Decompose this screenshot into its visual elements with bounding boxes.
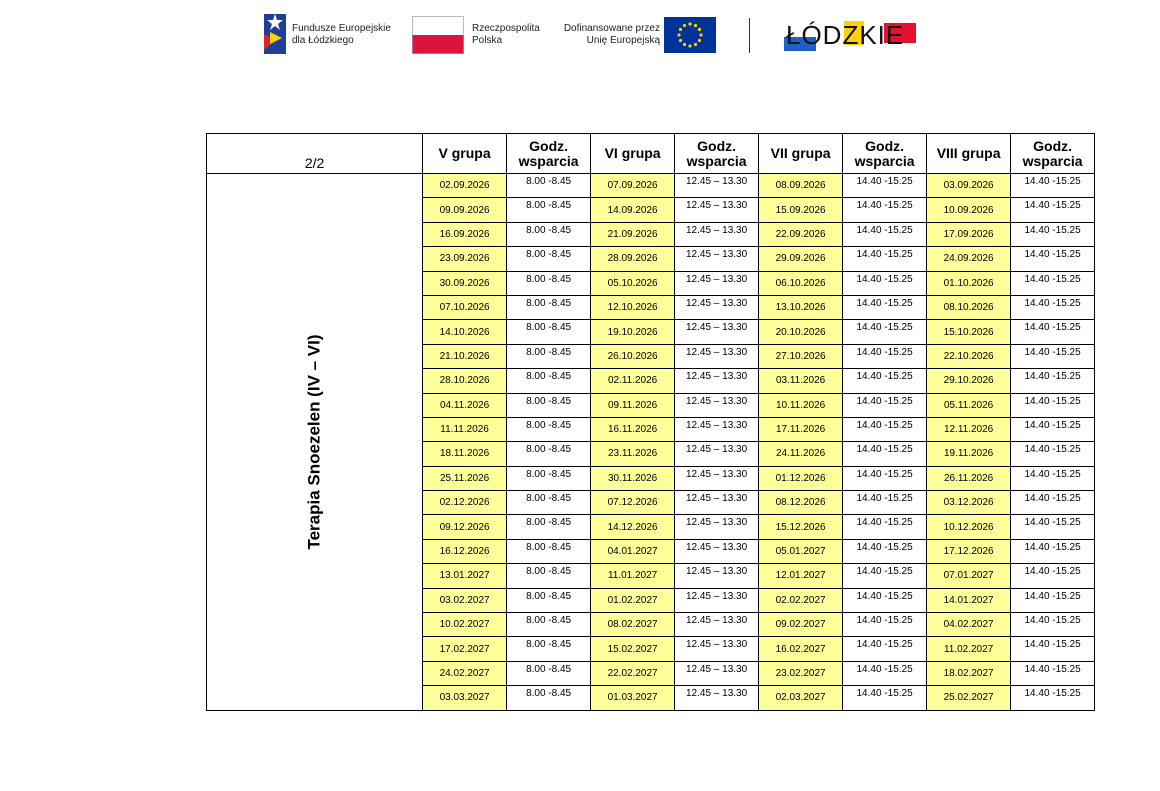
pl-flag-icon xyxy=(412,16,464,54)
therapy-label: Terapia Snoezelen (IV – VI) xyxy=(304,334,324,550)
hours-cell: 14.40 -15.25 xyxy=(843,686,927,710)
date-cell: 26.11.2026 xyxy=(927,466,1011,490)
header-logos xyxy=(262,10,922,60)
hours-cell: 14.40 -15.25 xyxy=(1011,491,1095,515)
lodzkie-logo-text: ŁÓDZKIE xyxy=(786,20,905,50)
hours-cell: 14.40 -15.25 xyxy=(1011,247,1095,271)
fe-logo-line2: dla Łódzkiego xyxy=(292,35,354,46)
hours-cell: 8.00 -8.45 xyxy=(507,686,591,710)
date-cell: 14.12.2026 xyxy=(591,515,675,539)
hours-cell: 14.40 -15.25 xyxy=(843,613,927,637)
hours-cell: 8.00 -8.45 xyxy=(507,588,591,612)
hours-cell: 8.00 -8.45 xyxy=(507,442,591,466)
hours-cell: 8.00 -8.45 xyxy=(507,613,591,637)
date-cell: 06.10.2026 xyxy=(759,271,843,295)
hours-cell: 14.40 -15.25 xyxy=(1011,369,1095,393)
hours-cell: 14.40 -15.25 xyxy=(1011,344,1095,368)
header-vii-grupa: VII grupa xyxy=(759,134,843,174)
date-cell: 09.09.2026 xyxy=(423,198,507,222)
hours-cell: 12.45 – 13.30 xyxy=(675,369,759,393)
date-cell: 23.11.2026 xyxy=(591,442,675,466)
date-cell: 08.09.2026 xyxy=(759,174,843,198)
hours-cell: 14.40 -15.25 xyxy=(1011,613,1095,637)
date-cell: 25.02.2027 xyxy=(927,686,1011,710)
date-cell: 09.12.2026 xyxy=(423,515,507,539)
hours-cell: 14.40 -15.25 xyxy=(843,539,927,563)
date-cell: 17.12.2026 xyxy=(927,539,1011,563)
pl-logo-line1: Rzeczpospolita xyxy=(472,23,540,34)
hours-cell: 8.00 -8.45 xyxy=(507,637,591,661)
date-cell: 07.09.2026 xyxy=(591,174,675,198)
date-cell: 08.02.2027 xyxy=(591,613,675,637)
date-cell: 05.11.2026 xyxy=(927,393,1011,417)
date-cell: 16.11.2026 xyxy=(591,417,675,441)
date-cell: 16.09.2026 xyxy=(423,222,507,246)
hours-cell: 12.45 – 13.30 xyxy=(675,393,759,417)
date-cell: 15.12.2026 xyxy=(759,515,843,539)
hours-cell: 14.40 -15.25 xyxy=(1011,271,1095,295)
header-vi-grupa: VI grupa xyxy=(591,134,675,174)
hours-cell: 8.00 -8.45 xyxy=(507,417,591,441)
date-cell: 11.01.2027 xyxy=(591,564,675,588)
date-cell: 04.11.2026 xyxy=(423,393,507,417)
hours-cell: 12.45 – 13.30 xyxy=(675,661,759,685)
date-cell: 22.02.2027 xyxy=(591,661,675,685)
hours-cell: 12.45 – 13.30 xyxy=(675,222,759,246)
hours-cell: 12.45 – 13.30 xyxy=(675,295,759,319)
date-cell: 03.03.2027 xyxy=(423,686,507,710)
date-cell: 02.11.2026 xyxy=(591,369,675,393)
hours-cell: 8.00 -8.45 xyxy=(507,564,591,588)
hours-cell: 12.45 – 13.30 xyxy=(675,466,759,490)
table-row xyxy=(207,174,1095,198)
hours-cell: 8.00 -8.45 xyxy=(507,661,591,685)
date-cell: 01.03.2027 xyxy=(591,686,675,710)
date-cell: 09.11.2026 xyxy=(591,393,675,417)
hours-cell: 14.40 -15.25 xyxy=(843,344,927,368)
date-cell: 01.02.2027 xyxy=(591,588,675,612)
date-cell: 14.10.2026 xyxy=(423,320,507,344)
table-body xyxy=(207,174,1095,711)
header-godz-wsparcia: Godz. wsparcia xyxy=(507,134,591,174)
hours-cell: 14.40 -15.25 xyxy=(843,466,927,490)
date-cell: 07.12.2026 xyxy=(591,491,675,515)
therapy-label-cell xyxy=(207,174,423,711)
header-godz-wsparcia: Godz. wsparcia xyxy=(1011,134,1095,174)
date-cell: 19.11.2026 xyxy=(927,442,1011,466)
hours-cell: 12.45 – 13.30 xyxy=(675,442,759,466)
hours-cell: 14.40 -15.25 xyxy=(1011,539,1095,563)
hours-cell: 14.40 -15.25 xyxy=(1011,588,1095,612)
date-cell: 29.10.2026 xyxy=(927,369,1011,393)
date-cell: 24.02.2027 xyxy=(423,661,507,685)
hours-cell: 8.00 -8.45 xyxy=(507,222,591,246)
hours-cell: 12.45 – 13.30 xyxy=(675,588,759,612)
fe-logo-line1: Fundusze Europejskie xyxy=(292,23,391,34)
date-cell: 21.10.2026 xyxy=(423,344,507,368)
date-cell: 05.01.2027 xyxy=(759,539,843,563)
hours-cell: 8.00 -8.45 xyxy=(507,295,591,319)
schedule-table xyxy=(206,133,1095,711)
date-cell: 30.11.2026 xyxy=(591,466,675,490)
hours-cell: 14.40 -15.25 xyxy=(843,369,927,393)
hours-cell: 8.00 -8.45 xyxy=(507,271,591,295)
hours-cell: 14.40 -15.25 xyxy=(843,564,927,588)
date-cell: 02.12.2026 xyxy=(423,491,507,515)
date-cell: 15.10.2026 xyxy=(927,320,1011,344)
hours-cell: 8.00 -8.45 xyxy=(507,515,591,539)
hours-cell: 14.40 -15.25 xyxy=(843,393,927,417)
hours-cell: 12.45 – 13.30 xyxy=(675,491,759,515)
header-v-grupa: V grupa xyxy=(423,134,507,174)
hours-cell: 14.40 -15.25 xyxy=(1011,442,1095,466)
hours-cell: 8.00 -8.45 xyxy=(507,539,591,563)
date-cell: 18.11.2026 xyxy=(423,442,507,466)
hours-cell: 14.40 -15.25 xyxy=(843,247,927,271)
hours-cell: 14.40 -15.25 xyxy=(1011,320,1095,344)
date-cell: 24.09.2026 xyxy=(927,247,1011,271)
hours-cell: 14.40 -15.25 xyxy=(843,271,927,295)
date-cell: 12.10.2026 xyxy=(591,295,675,319)
eu-flag-icon xyxy=(664,17,716,53)
hours-cell: 14.40 -15.25 xyxy=(843,442,927,466)
date-cell: 04.02.2027 xyxy=(927,613,1011,637)
page-number: 2/2 xyxy=(207,134,423,174)
header-godz-wsparcia: Godz. wsparcia xyxy=(843,134,927,174)
date-cell: 05.10.2026 xyxy=(591,271,675,295)
eu-logo-line2: Unię Europejską xyxy=(586,35,660,46)
date-cell: 18.02.2027 xyxy=(927,661,1011,685)
pl-logo-line2: Polska xyxy=(472,35,503,46)
hours-cell: 14.40 -15.25 xyxy=(843,637,927,661)
date-cell: 28.10.2026 xyxy=(423,369,507,393)
date-cell: 10.09.2026 xyxy=(927,198,1011,222)
hours-cell: 12.45 – 13.30 xyxy=(675,686,759,710)
hours-cell: 12.45 – 13.30 xyxy=(675,320,759,344)
hours-cell: 14.40 -15.25 xyxy=(1011,564,1095,588)
date-cell: 10.12.2026 xyxy=(927,515,1011,539)
date-cell: 21.09.2026 xyxy=(591,222,675,246)
date-cell: 02.03.2027 xyxy=(759,686,843,710)
hours-cell: 8.00 -8.45 xyxy=(507,466,591,490)
fe-logo-icon xyxy=(262,10,288,58)
hours-cell: 8.00 -8.45 xyxy=(507,393,591,417)
hours-cell: 14.40 -15.25 xyxy=(1011,174,1095,198)
date-cell: 22.10.2026 xyxy=(927,344,1011,368)
date-cell: 08.10.2026 xyxy=(927,295,1011,319)
hours-cell: 14.40 -15.25 xyxy=(843,515,927,539)
hours-cell: 8.00 -8.45 xyxy=(507,320,591,344)
date-cell: 03.12.2026 xyxy=(927,491,1011,515)
date-cell: 28.09.2026 xyxy=(591,247,675,271)
hours-cell: 12.45 – 13.30 xyxy=(675,637,759,661)
date-cell: 17.02.2027 xyxy=(423,637,507,661)
date-cell: 22.09.2026 xyxy=(759,222,843,246)
date-cell: 14.09.2026 xyxy=(591,198,675,222)
hours-cell: 14.40 -15.25 xyxy=(1011,417,1095,441)
hours-cell: 14.40 -15.25 xyxy=(843,417,927,441)
date-cell: 15.09.2026 xyxy=(759,198,843,222)
hours-cell: 14.40 -15.25 xyxy=(1011,393,1095,417)
date-cell: 13.01.2027 xyxy=(423,564,507,588)
date-cell: 30.09.2026 xyxy=(423,271,507,295)
hours-cell: 8.00 -8.45 xyxy=(507,344,591,368)
hours-cell: 12.45 – 13.30 xyxy=(675,417,759,441)
hours-cell: 14.40 -15.25 xyxy=(843,588,927,612)
date-cell: 26.10.2026 xyxy=(591,344,675,368)
hours-cell: 8.00 -8.45 xyxy=(507,369,591,393)
hours-cell: 12.45 – 13.30 xyxy=(675,515,759,539)
date-cell: 27.10.2026 xyxy=(759,344,843,368)
date-cell: 16.02.2027 xyxy=(759,637,843,661)
date-cell: 04.01.2027 xyxy=(591,539,675,563)
hours-cell: 14.40 -15.25 xyxy=(1011,515,1095,539)
date-cell: 07.01.2027 xyxy=(927,564,1011,588)
header-godz-wsparcia: Godz. wsparcia xyxy=(675,134,759,174)
date-cell: 10.02.2027 xyxy=(423,613,507,637)
hours-cell: 12.45 – 13.30 xyxy=(675,564,759,588)
date-cell: 02.02.2027 xyxy=(759,588,843,612)
hours-cell: 14.40 -15.25 xyxy=(843,222,927,246)
schedule-sheet xyxy=(206,133,1095,711)
date-cell: 23.02.2027 xyxy=(759,661,843,685)
date-cell: 29.09.2026 xyxy=(759,247,843,271)
hours-cell: 14.40 -15.25 xyxy=(1011,198,1095,222)
table-header-row xyxy=(207,134,1095,174)
date-cell: 03.11.2026 xyxy=(759,369,843,393)
date-cell: 17.11.2026 xyxy=(759,417,843,441)
date-cell: 19.10.2026 xyxy=(591,320,675,344)
eu-logo-line1: Dofinansowane przez xyxy=(563,23,660,34)
date-cell: 08.12.2026 xyxy=(759,491,843,515)
hours-cell: 8.00 -8.45 xyxy=(507,491,591,515)
date-cell: 17.09.2026 xyxy=(927,222,1011,246)
hours-cell: 14.40 -15.25 xyxy=(1011,637,1095,661)
date-cell: 23.09.2026 xyxy=(423,247,507,271)
hours-cell: 12.45 – 13.30 xyxy=(675,247,759,271)
hours-cell: 12.45 – 13.30 xyxy=(675,539,759,563)
hours-cell: 8.00 -8.45 xyxy=(507,174,591,198)
date-cell: 15.02.2027 xyxy=(591,637,675,661)
hours-cell: 12.45 – 13.30 xyxy=(675,198,759,222)
date-cell: 16.12.2026 xyxy=(423,539,507,563)
hours-cell: 14.40 -15.25 xyxy=(843,174,927,198)
hours-cell: 12.45 – 13.30 xyxy=(675,613,759,637)
hours-cell: 8.00 -8.45 xyxy=(507,198,591,222)
date-cell: 11.02.2027 xyxy=(927,637,1011,661)
date-cell: 01.12.2026 xyxy=(759,466,843,490)
hours-cell: 14.40 -15.25 xyxy=(843,198,927,222)
header-viii-grupa: VIII grupa xyxy=(927,134,1011,174)
date-cell: 11.11.2026 xyxy=(423,417,507,441)
date-cell: 12.01.2027 xyxy=(759,564,843,588)
hours-cell: 14.40 -15.25 xyxy=(1011,466,1095,490)
date-cell: 07.10.2026 xyxy=(423,295,507,319)
hours-cell: 8.00 -8.45 xyxy=(507,247,591,271)
hours-cell: 12.45 – 13.30 xyxy=(675,344,759,368)
date-cell: 10.11.2026 xyxy=(759,393,843,417)
hours-cell: 14.40 -15.25 xyxy=(1011,686,1095,710)
date-cell: 14.01.2027 xyxy=(927,588,1011,612)
date-cell: 03.09.2026 xyxy=(927,174,1011,198)
hours-cell: 14.40 -15.25 xyxy=(843,320,927,344)
date-cell: 09.02.2027 xyxy=(759,613,843,637)
date-cell: 25.11.2026 xyxy=(423,466,507,490)
date-cell: 12.11.2026 xyxy=(927,417,1011,441)
hours-cell: 14.40 -15.25 xyxy=(1011,295,1095,319)
logo-divider xyxy=(749,18,750,53)
date-cell: 01.10.2026 xyxy=(927,271,1011,295)
date-cell: 02.09.2026 xyxy=(423,174,507,198)
hours-cell: 12.45 – 13.30 xyxy=(675,174,759,198)
hours-cell: 14.40 -15.25 xyxy=(1011,222,1095,246)
hours-cell: 14.40 -15.25 xyxy=(1011,661,1095,685)
hours-cell: 12.45 – 13.30 xyxy=(675,271,759,295)
hours-cell: 14.40 -15.25 xyxy=(843,295,927,319)
date-cell: 24.11.2026 xyxy=(759,442,843,466)
hours-cell: 14.40 -15.25 xyxy=(843,661,927,685)
hours-cell: 14.40 -15.25 xyxy=(843,491,927,515)
date-cell: 03.02.2027 xyxy=(423,588,507,612)
date-cell: 20.10.2026 xyxy=(759,320,843,344)
date-cell: 13.10.2026 xyxy=(759,295,843,319)
